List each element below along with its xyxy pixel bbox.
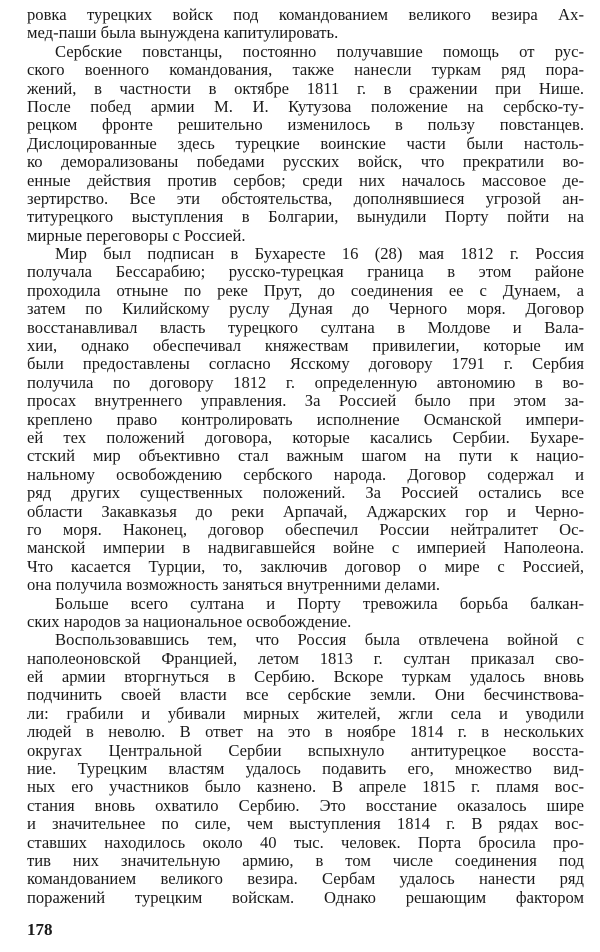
text-line: ние. Турецким властям удалось подавить его, множество вид- bbox=[27, 759, 584, 779]
paragraph bbox=[27, 6, 584, 43]
text-line: затем по Килийскому руслу Дуная до Черного моря. Договор bbox=[27, 299, 584, 319]
text-line: восстанавливал власть турецкого султана в Молдове и Вала- bbox=[27, 317, 584, 337]
text-line: проходила отныне по реке Прут, до соединения ее с Дунаем, а bbox=[27, 280, 584, 300]
text-line: нальному освобождению сербского народа. Договор содержал и bbox=[27, 464, 584, 484]
text-line: Сербские повстанцы, постоянно получавшие помощь от рус- bbox=[55, 41, 584, 61]
text-line: енные действия против сербов; среди них началось массовое де- bbox=[27, 170, 584, 190]
page-number: 178 bbox=[27, 920, 53, 939]
text-line: тив них значительную армию, в том числе соединения под bbox=[27, 850, 584, 870]
text-line: наполеоновской Францией, летом 1813 г. султан приказал сво- bbox=[27, 648, 584, 668]
text-line: Больше всего султана и Порту тревожила борьба балкан- bbox=[55, 593, 584, 613]
text-line: командованием великого везира. Сербам удалось нанести ряд bbox=[27, 869, 584, 889]
text-line: рецком фронте решительно изменилось в пользу повстанцев. bbox=[27, 115, 584, 135]
text-line: стский мир объективно стал важным шагом на пути к нацио- bbox=[27, 446, 584, 466]
text-line: ко деморализованы победами русских войск, что прекратили во- bbox=[27, 152, 584, 172]
paragraph bbox=[27, 43, 584, 245]
text-line: ских народов за национальное освобождение. bbox=[27, 611, 352, 631]
text-line: мед-паши была вынуждена капитулировать. bbox=[27, 23, 339, 43]
text-line: ряд других существенных положений. За Россией остались все bbox=[27, 483, 584, 503]
paragraph bbox=[27, 631, 584, 907]
text-line: области Закавказья до реки Арпачай, Аджарских гор и Черно- bbox=[27, 501, 584, 521]
text-line: ных его участников было казнено. В апреле 1815 г. пламя вос- bbox=[27, 777, 584, 797]
text-line: Что касается Турции, то, заключив договор о мире с Россией, bbox=[27, 556, 584, 576]
text-line: получала Бессарабию; русско-турецкая граница в этом районе bbox=[27, 262, 584, 282]
text-line: округах Центральной Сербии вспыхнуло антитурецкое восста- bbox=[27, 740, 584, 760]
text-line: креплено право контролировать исполнение Османской импери- bbox=[27, 409, 584, 429]
text-line: ставших находилось около 40 тыс. человек. Порта бросила про- bbox=[27, 832, 584, 852]
text-line: подчинить своей власти все сербские земли. Они бесчинствова- bbox=[27, 685, 584, 705]
text-line: хии, однако обеспечивал княжествам привилегии, которые им bbox=[27, 336, 584, 356]
text-line: ровка турецких войск под командованием великого везира Ах- bbox=[27, 5, 584, 24]
text-line: Мир был подписан в Бухаресте 16 (28) мая 1812 г. Россия bbox=[55, 244, 584, 264]
text-line: стания вновь охватило Сербию. Это восстание оказалось шире bbox=[27, 795, 584, 815]
text-line: просах внутреннего управления. За Россией было при этом за- bbox=[27, 391, 584, 411]
text-line: манской империи в надвигавшейся войне с империей Наполеона. bbox=[27, 538, 584, 558]
text-line: ли: грабили и убивали мирных жителей, жгли села и уводили bbox=[27, 703, 584, 723]
text-line: После побед армии М. И. Кутузова положение на сербско-ту- bbox=[27, 96, 584, 116]
text-line: она получила возможность заняться внутренними делами. bbox=[27, 575, 441, 595]
text-line: мирные переговоры с Россией. bbox=[27, 225, 246, 245]
text-line: ей армии вторгнуться в Сербию. Вскоре туркам удалось вновь bbox=[27, 667, 584, 687]
text-line: людей в неволю. В ответ на это в ноябре 1814 г. в нескольких bbox=[27, 722, 584, 742]
text-line: го моря. Наконец, договор обеспечил России нейтралитет Ос- bbox=[27, 519, 584, 539]
paragraph bbox=[27, 245, 584, 594]
text-line: поражений турецким войскам. Однако решающим фактором bbox=[27, 887, 584, 907]
text-line: ей тех положений договора, которые касались Сербии. Бухаре- bbox=[27, 427, 584, 447]
page-body-text bbox=[27, 6, 584, 907]
text-line: Воспользовавшись тем, что Россия была отвлечена войной с bbox=[55, 630, 584, 650]
text-line: были предоставлены согласно Ясскому договору 1791 г. Сербия bbox=[27, 354, 584, 374]
text-line: ского военного командования, также нанесли туркам ряд пора- bbox=[27, 60, 584, 80]
text-line: и значительнее по силе, чем выступления 1814 г. В рядах вос- bbox=[27, 814, 584, 834]
paragraph bbox=[27, 595, 584, 632]
text-line: получила по договору 1812 г. определенную автономию в во- bbox=[27, 372, 584, 392]
text-line: жений, в частности в октябре 1811 г. в сражении при Нише. bbox=[27, 78, 584, 98]
text-line: зертирство. Все эти обстоятельства, дополнявшиеся угрозой ан- bbox=[27, 188, 584, 208]
text-line: Дислоцированные здесь турецкие воинские части были настоль- bbox=[27, 133, 584, 153]
text-line: титурецкого выступления в Болгарии, вынудили Порту пойти на bbox=[27, 207, 584, 227]
